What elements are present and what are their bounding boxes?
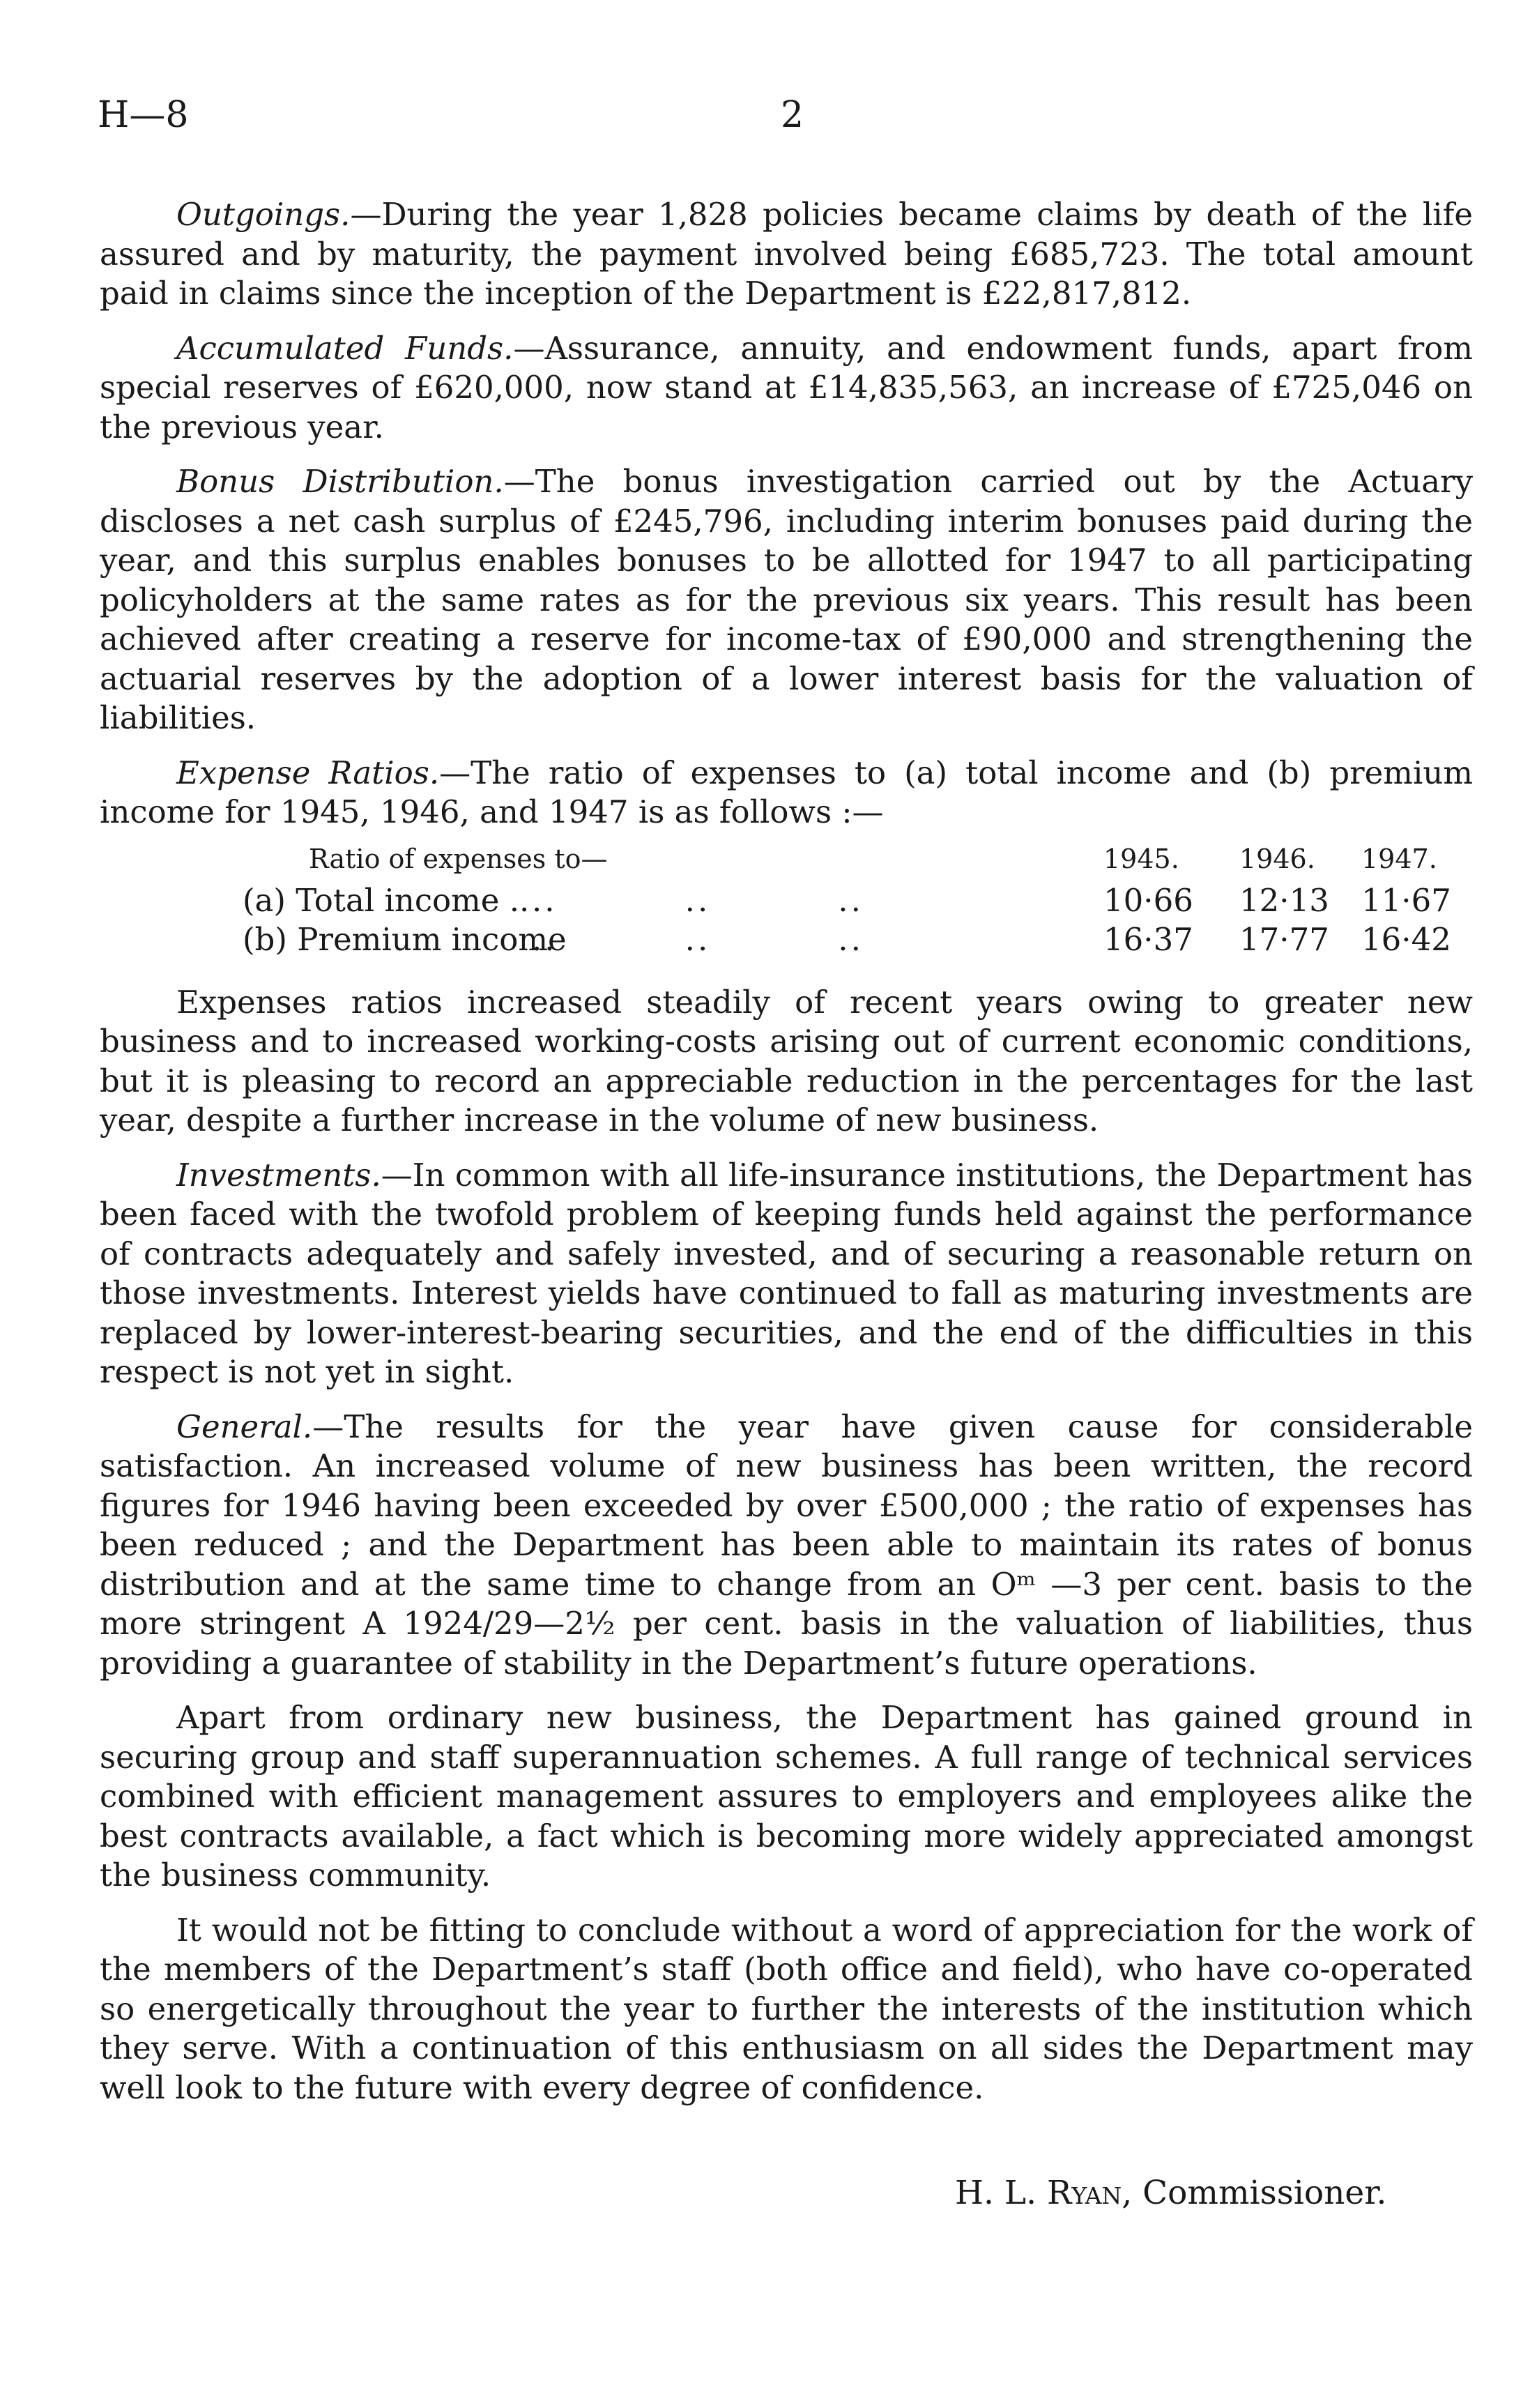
document-code: H—8 — [98, 94, 189, 136]
text-accumulated-funds: —Assurance, annuity, and endowment funds, apart from special reserves of £620,000, now stand at £14,835,563, an increase of £725,046 on the previous year. — [100, 329, 1473, 445]
paragraph-accumulated-funds — [100, 329, 1473, 448]
text-expense-ratios: —The ratio of expenses to (a) total income and (b) premium income for 1945, 1946, and 1947 is as follows :— — [100, 754, 1473, 830]
paragraph-conclusion: It would not be fitting to conclude without a word of appreciation for the work of the members of the Department’s staff (both office and field), who have co-operated so energetically throughout the year to further the interests of the institution which they serve. With a continuation of this enthusiasm on all sides the Department may well look to the future with every degree of confidence. — [100, 1911, 1473, 2106]
signature-line — [955, 2174, 1386, 2212]
signatory-name: H. L. Ryan — [955, 2174, 1122, 2212]
paragraph-investments — [100, 1156, 1473, 1392]
paragraph-outgoings — [100, 195, 1473, 314]
page-number: 2 — [781, 94, 804, 136]
paragraph-bonus-distribution — [100, 462, 1473, 738]
paragraph-general — [100, 1408, 1473, 1684]
paragraph-group-schemes: Apart from ordinary new business, the Department has gained ground in securing group and staff superannuation schemes. A full range of technical services combined with efficient management assures to employers and employees alike the best contracts available, a fact which is becoming more widely appreciated amongst the business community. — [100, 1699, 1473, 1893]
value-premium-income-1945: 16·37 — [1103, 920, 1193, 958]
heading-accumulated-funds: Accumulated Funds. — [176, 329, 514, 367]
paragraph-expenses-comment: Expenses ratios increased steadily of recent years owing to greater new business and to increased working-costs arising out of current economic conditions, but it is pleasing to record an appreciable reduction in the percentages for the last year, despite a further increase in the volume of new business. — [100, 983, 1473, 1138]
value-total-income-1945: 10·66 — [1103, 881, 1193, 919]
text-investments: —In common with all life-insurance institutions, the Department has been faced with the twofold problem of keeping funds held against the performance of contracts adequately and safely invested, and of securing a reasonable return on those investments. Interest yields have continued to fall as maturing investments are replaced by lower-interest-bearing securities, and the end of the difficulties in this respect is not yet in sight. — [100, 1156, 1473, 1390]
text-outgoings: —During the year 1,828 policies became claims by death of the life assured and by maturity, the payment involved being £685,723. The total amount paid in claims since the inception of the Department is £22,817,812. — [100, 196, 1473, 312]
table-header-year-1947: 1947. — [1361, 843, 1437, 874]
row-label-premium-income: (b) Premium income — [243, 920, 567, 958]
heading-outgoings: Outgoings. — [176, 196, 351, 233]
paragraph-expense-ratios — [100, 754, 1473, 832]
heading-investments: Investments. — [176, 1156, 381, 1194]
table-header-year-1946: 1946. — [1239, 843, 1315, 874]
text-bonus-distribution: —The bonus investigation carried out by the Actuary discloses a net cash surplus of £245,796, including interim bonuses paid during the year, and this surplus enables bonuses to be allotted for 1947 to all participating policyholders at the same rates as for the previous six years. This result has been achieved after creating a reserve for income-tax of £90,000 and strengthening the actuarial reserves by the adoption of a lower interest basis for the valuation of liabilities. — [100, 463, 1473, 736]
value-total-income-1947: 11·67 — [1361, 881, 1451, 919]
signatory-title: , Commissioner. — [1122, 2174, 1387, 2212]
row-leader-dots: .. .. .. — [532, 920, 864, 958]
row-label-total-income: (a) Total income .. — [243, 881, 530, 919]
heading-expense-ratios: Expense Ratios. — [176, 754, 440, 791]
value-total-income-1946: 12·13 — [1239, 881, 1329, 919]
value-premium-income-1946: 17·77 — [1239, 920, 1329, 958]
page-header — [98, 94, 1471, 150]
value-premium-income-1947: 16·42 — [1361, 920, 1451, 958]
heading-bonus-distribution: Bonus Distribution. — [176, 463, 504, 500]
table-header-label: Ratio of expenses to— — [309, 843, 608, 874]
row-leader-dots: .. .. .. — [532, 881, 864, 919]
expense-ratio-table — [100, 839, 1473, 958]
heading-general: General. — [176, 1408, 313, 1445]
text-general: —The results for the year have given cause for considerable satisfaction. An increased volume of new business has been written, the record figures for 1946 having been exceeded by over £500,000 ; the ratio of expenses has been reduced ; and the Department has been able to maintain its rates of bonus distribution and at the same time to change from an Oᵐ —3 per cent. basis to the more stringent A 1924/29—2½ per cent. basis in the valuation of liabilities, thus providing a guarantee of stability in the Department’s future operations. — [100, 1408, 1473, 1682]
document-body — [100, 195, 1473, 2123]
table-header-year-1945: 1945. — [1103, 843, 1179, 874]
